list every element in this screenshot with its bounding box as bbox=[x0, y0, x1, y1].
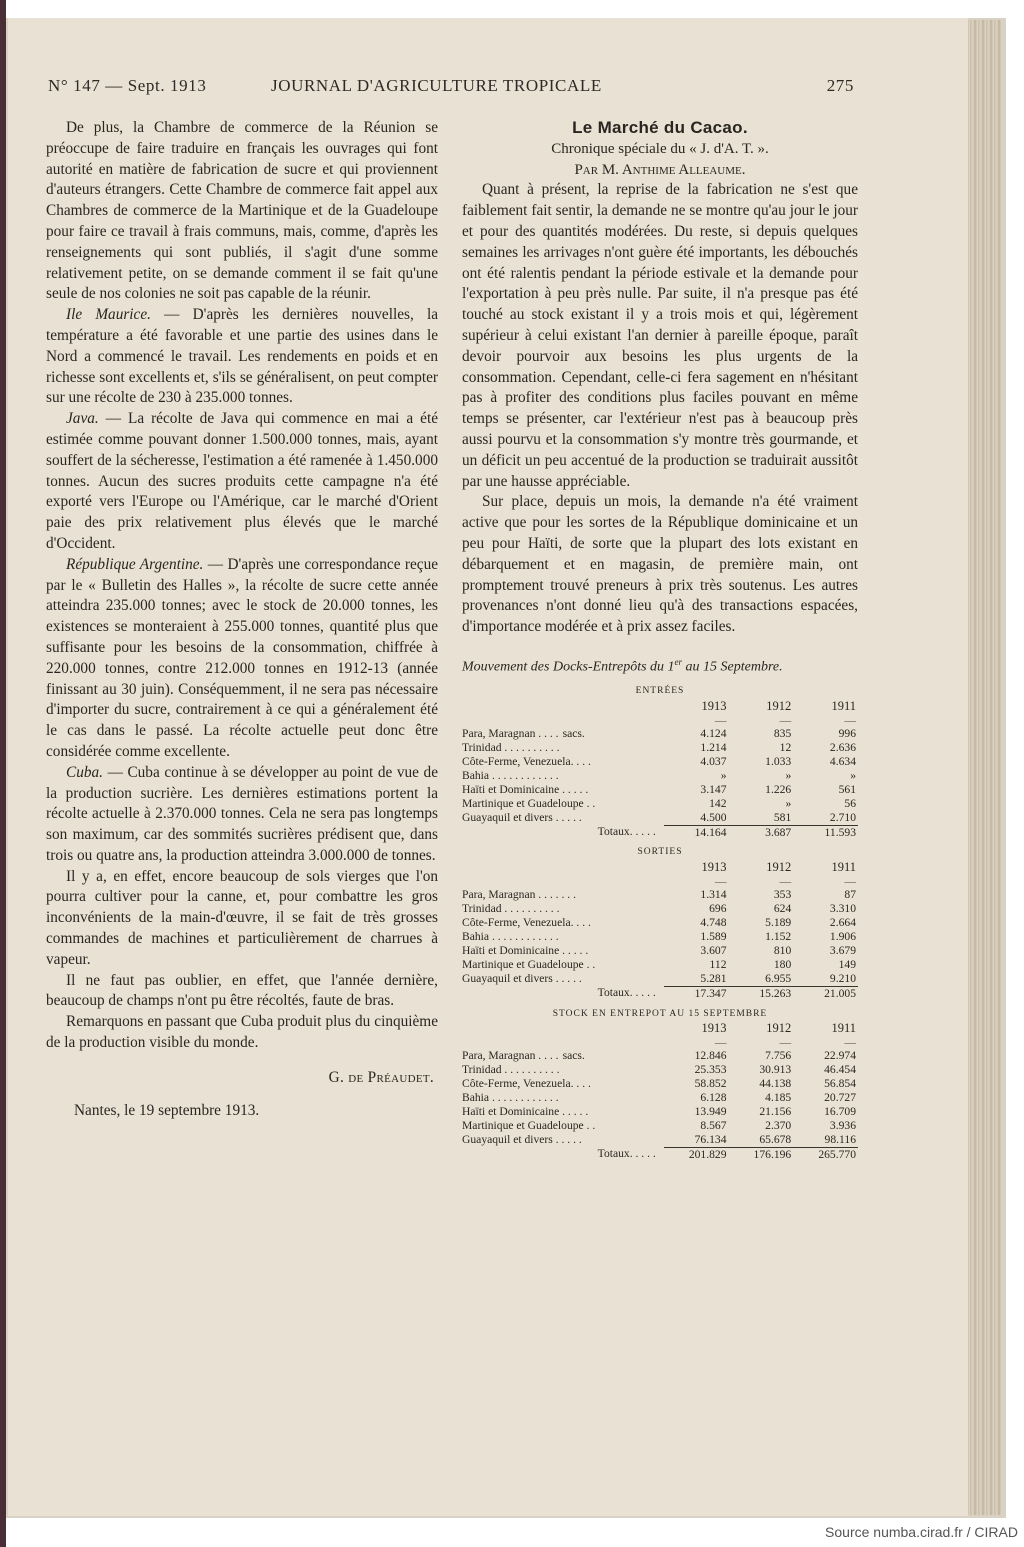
table-row bbox=[462, 797, 858, 811]
row-label bbox=[462, 888, 664, 902]
row-label-text: Guayaquil et divers . . . . . bbox=[462, 971, 582, 985]
totals-label: Totaux. . . . . bbox=[597, 986, 656, 1000]
table-row bbox=[462, 1063, 858, 1077]
row-label bbox=[462, 1119, 664, 1133]
table-row bbox=[462, 755, 858, 769]
article-paragraph-2: Sur place, depuis un mois, la demande n'a été vraiment active que pour les sortes de la République dominicaine et un peu pour Haïti, de sorte que la plupart des lots existant en débarquement et en magasin, de première main, ont promptement trouvé preneurs à prix très soutenus. Les autres provenances n'ont donné lieu qu'à des transactions espacées, d'importance modérée et à prix assez faciles. bbox=[462, 493, 858, 636]
row-label-text: Guayaquil et divers . . . . . bbox=[462, 810, 582, 824]
totals-row bbox=[462, 986, 858, 1000]
lead-argentine: République Argentine. bbox=[66, 555, 204, 573]
caption-pre: Mouvement des Docks-Entrepôts du 1 bbox=[462, 659, 675, 675]
row-label bbox=[462, 811, 664, 825]
row-label bbox=[462, 727, 664, 741]
year-header: 1911 bbox=[831, 860, 856, 875]
row-label bbox=[462, 783, 664, 797]
dash-mark: — bbox=[779, 714, 792, 728]
paragraph-reunion: De plus, la Chambre de commerce de la Réunion se préoccupe de faire traduire en français les ouvrages qui font autorité en matière de fabrication de sucre et qui proviennent d'auteurs étrangers. Cette Chambre de commerce fait appel aux Chambres de commerce de la Martinique et de la Guadeloupe pour faire ce travail à frais communs, mais, comme, d'après les renseignements qui sont publiés, il s'agit d'une somme relativement petite, on se demande comment il se fait qu'une seule de nos colonies ne soit pas capable de la réunir. bbox=[46, 119, 438, 303]
row-value: 2.664 bbox=[829, 916, 856, 930]
totals-label: Totaux. . . . . bbox=[597, 1147, 656, 1161]
row-label bbox=[462, 930, 664, 944]
row-value: 2.370 bbox=[765, 1118, 792, 1132]
table-row bbox=[462, 930, 858, 944]
section-heading: SORTIES bbox=[637, 847, 683, 858]
row-value: 56 bbox=[844, 796, 856, 810]
row-value: » bbox=[850, 768, 856, 782]
row-label-text: Bahia . . . . . . . . . . . . bbox=[462, 929, 559, 943]
table-row bbox=[462, 944, 858, 958]
row-value: 22.974 bbox=[824, 1049, 856, 1063]
section-heading: STOCK EN ENTREPOT AU 15 SEPTEMBRE bbox=[552, 1008, 768, 1019]
row-value: 3.147 bbox=[700, 782, 727, 796]
dash-mark: — bbox=[779, 1036, 792, 1050]
row-value: 1.314 bbox=[700, 888, 727, 902]
row-label bbox=[462, 1063, 664, 1077]
years-spacer bbox=[462, 700, 664, 715]
years-row bbox=[462, 700, 858, 715]
row-label-text: Trinidad . . . . . . . . . . bbox=[462, 1063, 560, 1077]
total-value: 15.263 bbox=[729, 986, 794, 1000]
row-label-text: Guayaquil et divers . . . . . bbox=[462, 1133, 582, 1146]
section-heading-row bbox=[462, 843, 858, 861]
row-value: 696 bbox=[709, 902, 727, 916]
table-row bbox=[462, 902, 858, 916]
total-value: 3.687 bbox=[729, 825, 794, 839]
row-label bbox=[462, 902, 664, 916]
article-title: Le Marché du Cacao. bbox=[572, 118, 748, 137]
total-value: 265.770 bbox=[793, 1147, 858, 1161]
row-label bbox=[462, 944, 664, 958]
row-value: 16.709 bbox=[824, 1104, 856, 1118]
unit-label: sacs. bbox=[562, 1049, 585, 1063]
row-label-text: Bahia . . . . . . . . . . . . bbox=[462, 1091, 559, 1105]
running-header bbox=[48, 76, 854, 106]
caption-post: au 15 Septembre. bbox=[682, 659, 783, 675]
row-label-text: Haïti et Dominicaine . . . . . bbox=[462, 782, 589, 796]
row-value: 1.214 bbox=[700, 741, 727, 755]
row-label bbox=[462, 755, 664, 769]
dash-mark: — bbox=[844, 875, 856, 889]
row-value: 7.756 bbox=[765, 1049, 792, 1063]
table-row bbox=[462, 741, 858, 755]
row-value: » bbox=[720, 768, 727, 782]
total-value: 201.829 bbox=[664, 1147, 729, 1161]
table-row bbox=[462, 888, 858, 902]
row-label-text: Trinidad . . . . . . . . . . bbox=[462, 902, 560, 916]
row-label bbox=[462, 769, 664, 783]
row-label bbox=[462, 1105, 664, 1119]
left-column bbox=[46, 118, 438, 1121]
row-label bbox=[462, 1077, 664, 1091]
row-value: 3.679 bbox=[829, 943, 856, 957]
table-row bbox=[462, 811, 858, 825]
totals-row bbox=[462, 825, 858, 839]
row-value: 12 bbox=[779, 741, 792, 755]
row-value: 44.138 bbox=[759, 1077, 792, 1091]
row-value: 87 bbox=[844, 888, 856, 902]
signature: G. de Préaudet. bbox=[328, 1068, 434, 1086]
row-label-text: Para, Maragnan . . . . bbox=[462, 1049, 559, 1063]
year-header: 1913 bbox=[701, 1021, 727, 1036]
lead-maurice: Ile Maurice. bbox=[66, 306, 151, 324]
row-value: 3.607 bbox=[700, 943, 727, 957]
journal-page bbox=[8, 18, 968, 1516]
article-subtitle: Chronique spéciale du « J. d'A. T. ». bbox=[551, 140, 769, 157]
page-number: 275 bbox=[826, 76, 854, 95]
row-value: 3.310 bbox=[829, 902, 856, 916]
table-row bbox=[462, 1105, 858, 1119]
row-value: 2.636 bbox=[829, 741, 856, 755]
row-value: 56.854 bbox=[824, 1077, 856, 1091]
row-value: 5.189 bbox=[765, 916, 792, 930]
row-value: 149 bbox=[838, 957, 856, 971]
docks-table bbox=[462, 682, 858, 1161]
page-edges bbox=[962, 20, 1002, 1515]
table-caption bbox=[462, 652, 858, 678]
row-value: 98.116 bbox=[824, 1132, 856, 1146]
row-label-text: Côte-Ferme, Venezuela. . . . bbox=[462, 755, 591, 768]
row-label-text: Côte-Ferme, Venezuela. . . . bbox=[462, 916, 591, 930]
row-label-text: Haïti et Dominicaine . . . . . bbox=[462, 943, 589, 957]
row-value: 1.589 bbox=[700, 929, 727, 943]
row-value: 180 bbox=[773, 957, 792, 971]
row-value: 5.281 bbox=[700, 971, 727, 985]
dash-row bbox=[462, 876, 858, 888]
journal-title: JOURNAL D'AGRICULTURE TROPICALE bbox=[271, 76, 602, 95]
row-label bbox=[462, 797, 664, 811]
dash-spacer bbox=[462, 876, 664, 888]
paragraph-argentine bbox=[46, 555, 438, 763]
right-column bbox=[462, 118, 858, 1162]
table-row bbox=[462, 1091, 858, 1105]
section-heading: ENTRÉES bbox=[635, 686, 685, 697]
dash-spacer bbox=[462, 715, 664, 727]
row-value: 624 bbox=[773, 902, 792, 916]
row-label-text: Para, Maragnan . . . . bbox=[462, 727, 559, 741]
dateline: Nantes, le 19 septembre 1913. bbox=[74, 1101, 260, 1119]
row-value: 1.152 bbox=[765, 929, 792, 943]
years-spacer bbox=[462, 1022, 664, 1037]
row-value: 581 bbox=[773, 810, 792, 824]
table-row bbox=[462, 1077, 858, 1091]
row-label-text: Trinidad . . . . . . . . . . bbox=[462, 741, 560, 755]
total-value: 176.196 bbox=[729, 1147, 794, 1161]
row-value: 8.567 bbox=[700, 1118, 727, 1132]
row-value: 1.906 bbox=[829, 929, 856, 943]
row-label bbox=[462, 1091, 664, 1105]
row-value: 9.210 bbox=[829, 971, 856, 985]
table-row bbox=[462, 1049, 858, 1063]
totals-label: Totaux. . . . . bbox=[597, 825, 656, 839]
row-value: 1.033 bbox=[765, 755, 792, 768]
year-header: 1913 bbox=[701, 699, 727, 714]
row-label bbox=[462, 1133, 664, 1147]
row-value: 13.949 bbox=[694, 1104, 727, 1118]
lead-java: Java. bbox=[66, 410, 99, 428]
row-value: 810 bbox=[773, 943, 792, 957]
table-row bbox=[462, 972, 858, 986]
paragraph-cuba bbox=[46, 763, 438, 867]
article-paragraph-1: Quant à présent, la reprise de la fabrication ne s'est que faiblement fait sentir, la demande ne se montre qu'au jour le jour et pour des quantités modérées. Du reste, si depuis quelques semaines les arrivages n'ont guère été importants, les débouchés ont été ralentis pendant la période estivale et la demande pour l'exportation à peu près nulle. Par suite, il n'a presque pas été touché au stock existant il y a trois mois et qui, légèrement supérieur à celui existant l'an dernier à pareille époque, paraît devoir pourvoir aux besoins les plus urgents de la consommation. Cependant, celle-ci fera sagement en n'hésitant pas à profiter des conditions plus faciles pouvant en même temps se présenter, car l'extérieur n'est pas à beaucoup près aussi pourvu et la consommation s'y montre très gourmande, et un déficit un peu accentué de la production se traduirait aussitôt par une hausse appréciable. bbox=[462, 181, 858, 490]
dash-mark: — bbox=[714, 875, 727, 889]
year-header: 1911 bbox=[831, 699, 856, 714]
article-byline: Par M. Anthime Alleaume. bbox=[574, 161, 746, 178]
year-header: 1912 bbox=[766, 860, 792, 875]
totals-row bbox=[462, 1147, 858, 1161]
row-value: 1.226 bbox=[765, 782, 792, 796]
row-value: 4.500 bbox=[700, 810, 727, 824]
paragraph-annee-derniere: Il ne faut pas oublier, en effet, que l'année dernière, beaucoup de champs n'ont pu être récoltés, faute de bras. bbox=[46, 971, 438, 1010]
year-header: 1912 bbox=[766, 1021, 792, 1036]
row-value: 76.134 bbox=[694, 1132, 727, 1146]
row-value: » bbox=[785, 768, 792, 782]
dash-mark: — bbox=[844, 714, 856, 728]
year-header: 1913 bbox=[701, 860, 727, 875]
row-label bbox=[462, 916, 664, 930]
row-label-text: Para, Maragnan . . . . . . . bbox=[462, 888, 576, 902]
dash-mark: — bbox=[714, 1036, 727, 1050]
dash-row bbox=[462, 1037, 858, 1049]
section-heading-row bbox=[462, 1005, 858, 1023]
issue-number: N° 147 — Sept. 1913 bbox=[48, 76, 207, 95]
total-value: 11.593 bbox=[793, 825, 858, 839]
row-value: 4.634 bbox=[829, 755, 856, 768]
paragraph-sols-vierges: Il y a, en effet, encore beaucoup de sols vierges que l'on pourra cultiver pour la canne, et, pour combattre les gros inconvénients de la main-d'œuvre, il se fait de très grosses commandes de machines et particulièrement de charrues à vapeur. bbox=[46, 867, 438, 968]
dash-spacer bbox=[462, 1037, 664, 1049]
row-value: 996 bbox=[838, 727, 856, 741]
row-value: 4.748 bbox=[700, 916, 727, 930]
unit-label: sacs. bbox=[562, 727, 585, 741]
row-value: 2.710 bbox=[829, 810, 856, 824]
table-row bbox=[462, 1133, 858, 1147]
row-value: 65.678 bbox=[759, 1132, 792, 1146]
table-row bbox=[462, 916, 858, 930]
text-java: — La récolte de Java qui commence en mai a été estimée comme pouvant donner 1.500.000 tonnes, mais, ayant souffert de la sécheresse, l'estimation a été ramenée à 1.450.000 tonnes. Aucun des sucres produits cette campagne n'a été exporté vers l'Europe ou l'Amérique, car le marché d'Orient paie des prix relativement plus élevés que le marché d'Occident. bbox=[46, 410, 438, 552]
row-value: 30.913 bbox=[759, 1063, 792, 1077]
row-value: 561 bbox=[838, 782, 856, 796]
row-value: 4.037 bbox=[700, 755, 727, 768]
dash-mark: — bbox=[844, 1036, 856, 1050]
caption-sup: er bbox=[674, 656, 683, 667]
paragraph-cinquieme: Remarquons en passant que Cuba produit plus du cinquième de la production visible du monde. bbox=[46, 1013, 438, 1052]
row-value: 4.124 bbox=[700, 727, 727, 741]
row-label bbox=[462, 1049, 664, 1063]
years-row bbox=[462, 1022, 858, 1037]
row-value: 21.156 bbox=[759, 1104, 792, 1118]
row-label-text: Bahia . . . . . . . . . . . . bbox=[462, 768, 559, 782]
row-value: 353 bbox=[773, 888, 792, 902]
row-label-text: Haïti et Dominicaine . . . . . bbox=[462, 1104, 589, 1118]
paragraph-java bbox=[46, 409, 438, 555]
year-header: 1912 bbox=[766, 699, 792, 714]
row-label bbox=[462, 972, 664, 986]
row-value: 58.852 bbox=[694, 1077, 727, 1091]
total-value: 21.005 bbox=[793, 986, 858, 1000]
text-maurice: — D'après les dernières nouvelles, la température a été favorable et une partie des usines dans le Nord a commencé le travail. Les rendements en poids et en richesse sont excellents et, s'ils se généralisent, on peut compter sur une récolte de 230 à 235.000 tonnes. bbox=[46, 306, 438, 407]
row-label-text: Côte-Ferme, Venezuela. . . . bbox=[462, 1077, 591, 1091]
row-label-text: Martinique et Guadeloupe . . bbox=[462, 957, 596, 971]
table-row bbox=[462, 783, 858, 797]
row-value: 46.454 bbox=[824, 1063, 856, 1077]
years-spacer bbox=[462, 861, 664, 876]
total-value: 17.347 bbox=[664, 986, 729, 1000]
paragraph-maurice bbox=[46, 305, 438, 409]
row-value: 3.936 bbox=[829, 1118, 856, 1132]
total-value: 14.164 bbox=[664, 825, 729, 839]
row-value: 6.955 bbox=[765, 971, 792, 985]
source-credit: Source numba.cirad.fr / CIRAD bbox=[825, 1524, 1018, 1540]
row-value: 6.128 bbox=[700, 1091, 727, 1105]
dash-row bbox=[462, 715, 858, 727]
text-cuba: — Cuba continue à se développer au point de vue de la production sucrière. Les dernières estimations portent la récolte actuelle à 2.370.000 tonnes. Cela ne sera pas longtemps son maximum, car des sommités sucrières prédisent que, dans trois ou quatre ans, la production atteindra 3.000.000 de tonnes. bbox=[46, 763, 438, 864]
row-value: 12.846 bbox=[694, 1049, 727, 1063]
text-argentine: — D'après une correspondance reçue par le « Bulletin des Halles », la récolte de sucre cette année atteindra 235.000 tonnes; avec le stock de 20.000 tonnes, les existences se monteraient à 255.000 tonnes, quantité plus que suffisante pour les besoins de la consommation, chiffrée à 220.000 tonnes, contre 212.000 tonnes en 1912-13 (année finissant au 30 juin). Conséquemment, il ne sera pas nécessaire d'importer du sucre, contrairement à ce qui a généralement été le cas dans le passé. La récolte actuelle peut donc être considérée comme excellente. bbox=[46, 555, 439, 760]
lead-cuba: Cuba. bbox=[66, 763, 103, 781]
dash-mark: — bbox=[714, 714, 727, 728]
row-value: » bbox=[785, 796, 792, 810]
dash-mark: — bbox=[779, 875, 792, 889]
row-value: 142 bbox=[709, 796, 727, 810]
table-row bbox=[462, 769, 858, 783]
row-label-text: Martinique et Guadeloupe . . bbox=[462, 1118, 596, 1132]
table-row bbox=[462, 727, 858, 741]
row-value: 835 bbox=[773, 727, 792, 741]
year-header: 1911 bbox=[831, 1021, 856, 1036]
years-row bbox=[462, 861, 858, 876]
row-label bbox=[462, 741, 664, 755]
row-label bbox=[462, 958, 664, 972]
table-row bbox=[462, 958, 858, 972]
row-value: 25.353 bbox=[694, 1063, 727, 1077]
row-value: 112 bbox=[709, 957, 727, 971]
row-value: 4.185 bbox=[765, 1091, 792, 1105]
section-heading-row bbox=[462, 682, 858, 700]
table-row bbox=[462, 1119, 858, 1133]
row-value: 20.727 bbox=[824, 1091, 856, 1105]
row-label-text: Martinique et Guadeloupe . . bbox=[462, 796, 596, 810]
